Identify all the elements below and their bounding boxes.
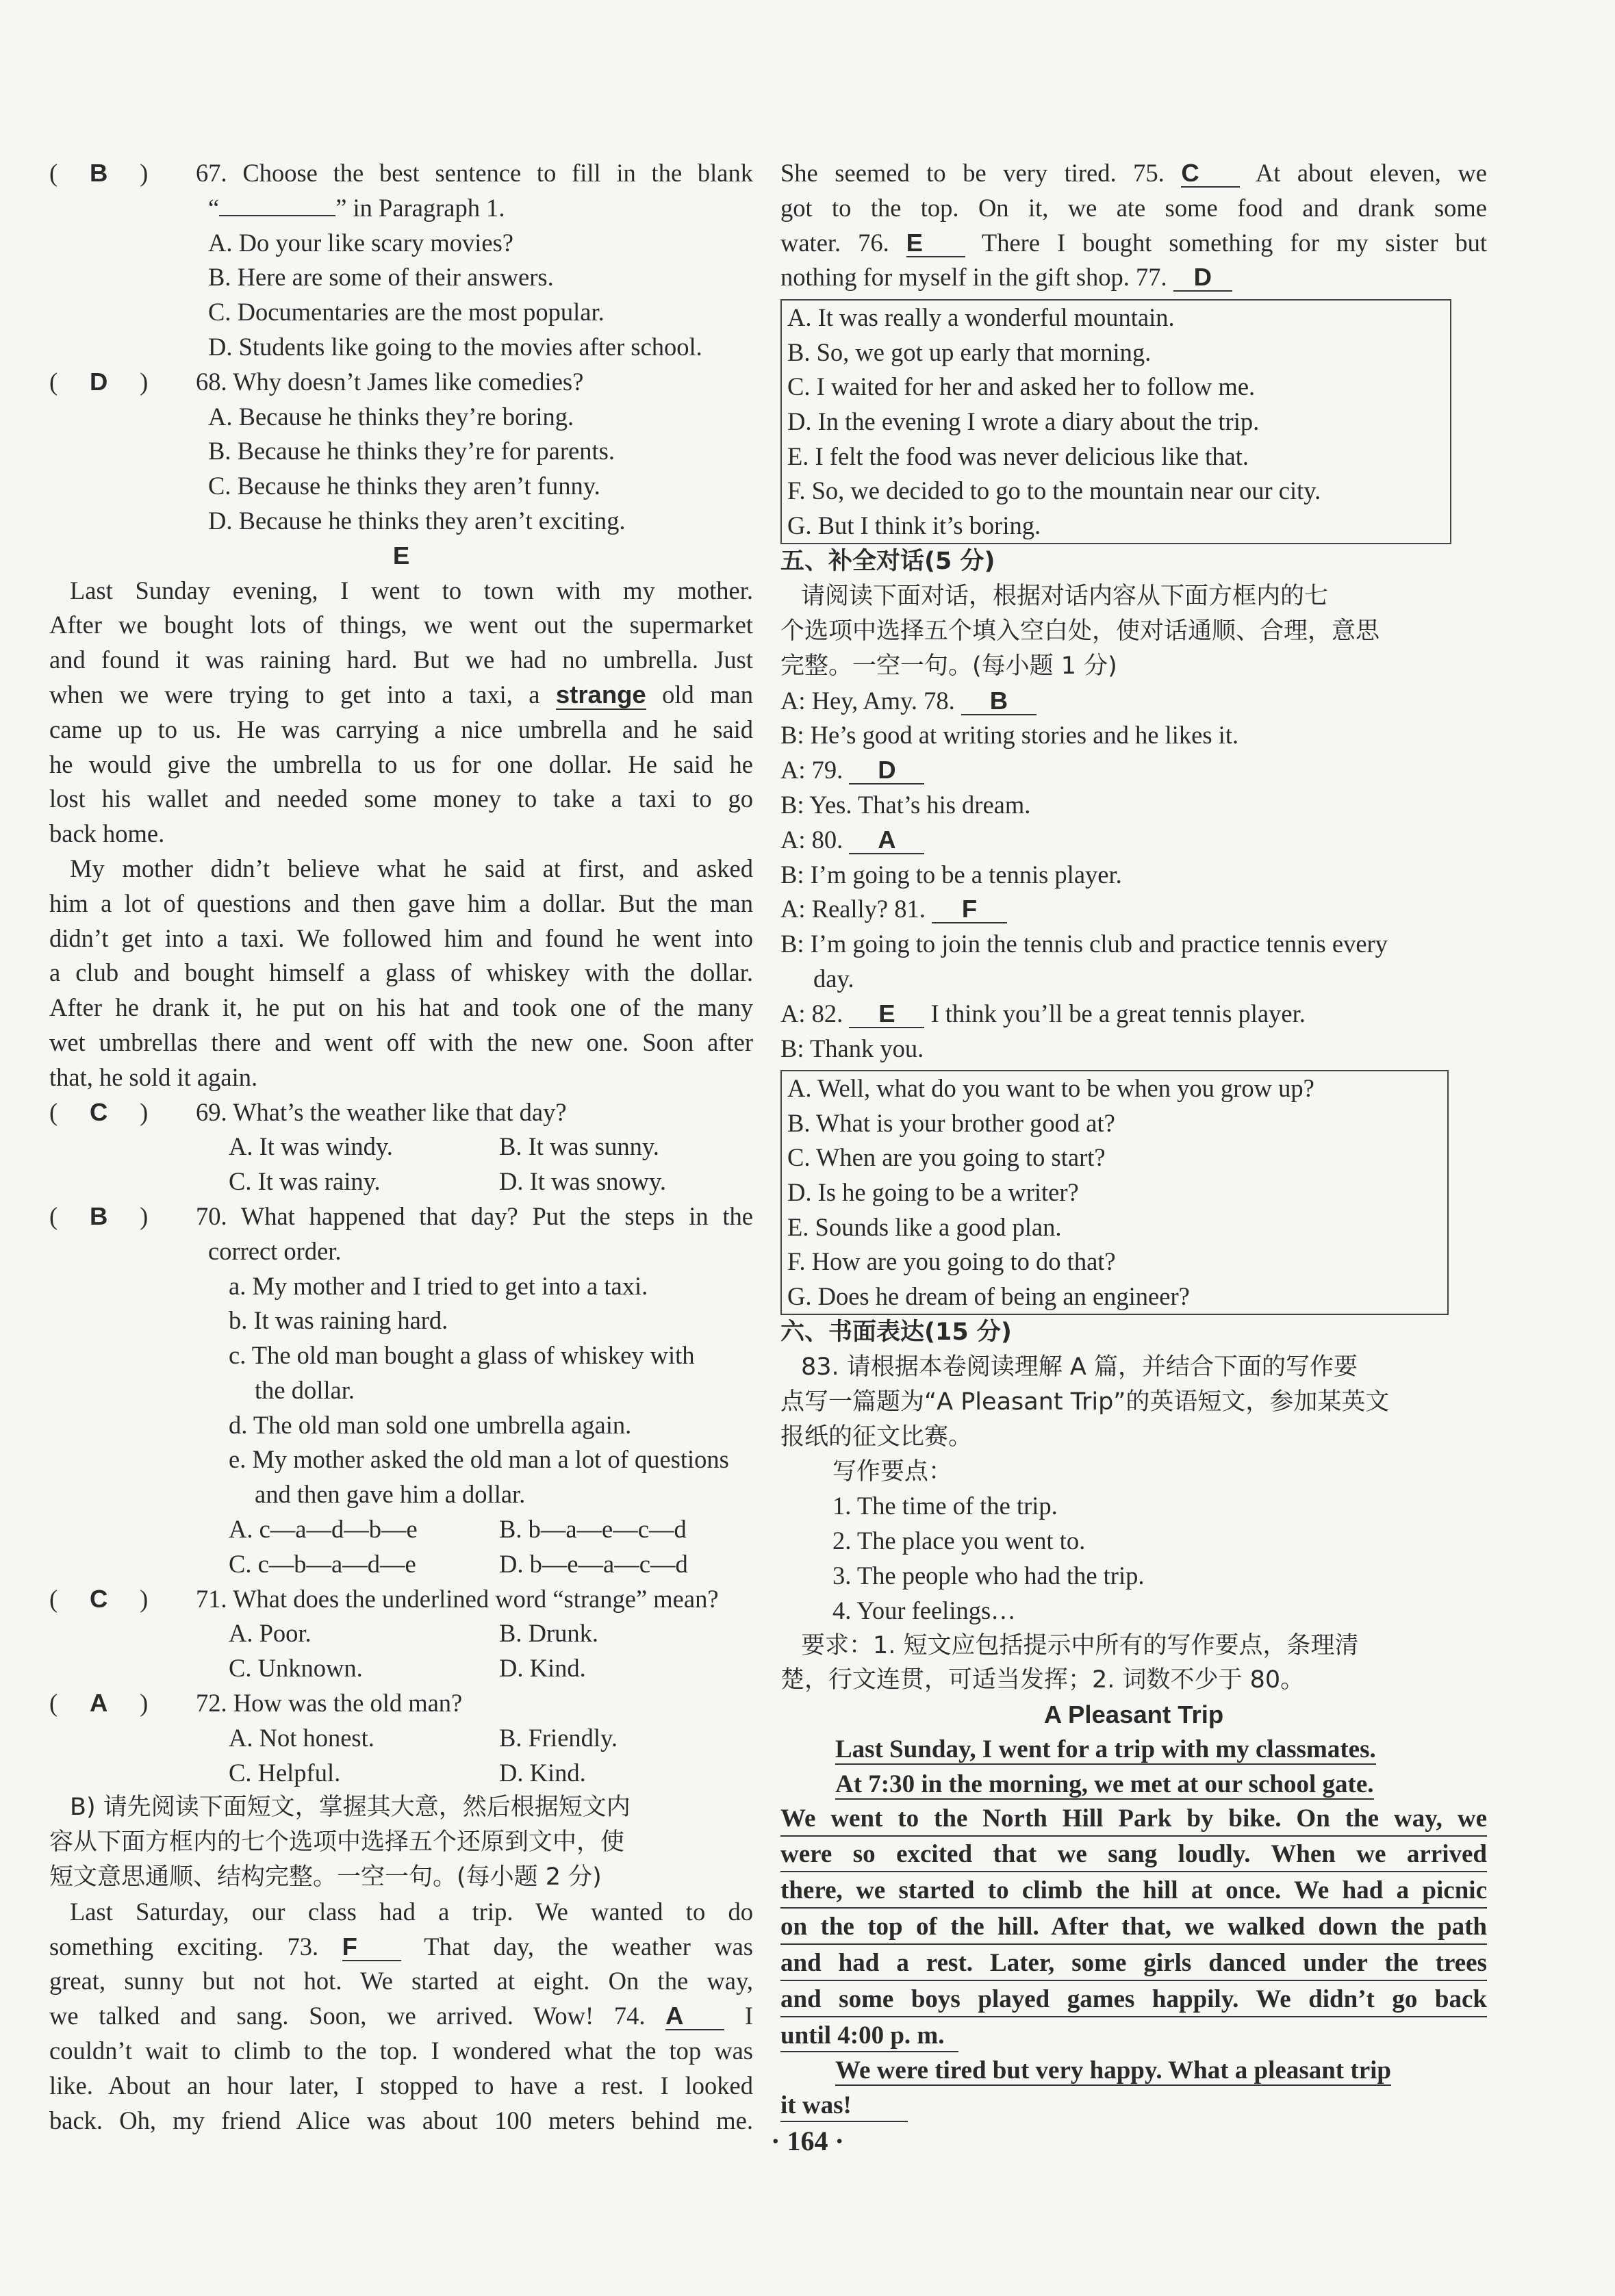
section-6-instructions: 报纸的征文比赛。 [780,1423,973,1451]
answer-73: F [342,1934,401,1961]
q68-option-b: B. Because he thinks they’re for parents. [208,437,615,465]
writing-point: 2. The place you went to. [832,1527,1086,1555]
part-b-line: something exciting. 73. F That day, the weather was [49,1932,754,1961]
writing-requirements: 要求：1. 短文应包括提示中所有的写作要点，条理清 [801,1631,1359,1659]
passage-e-line: Last Sunday evening, I went to town with my mother. [70,576,753,604]
section-6-instructions: 83. 请根据本卷阅读理解 A 篇，并结合下面的写作要 [801,1353,1358,1381]
section-6-title: 六、书面表达(15 分) [780,1318,1012,1347]
question-72: ( A ) 72. How was the old man? [49,1686,753,1721]
answer-67: B [89,159,108,187]
box-option: G. But I think it’s boring. [787,511,1041,539]
writing-points-title: 写作要点： [832,1457,953,1485]
q70-step: c. The old man bought a glass of whiskey with [229,1341,695,1370]
q70-step: e. My mother asked the old man a lot of questions [229,1445,729,1474]
passage-e-line: when we were trying to get into a taxi, a strange old man [49,680,754,709]
writing-point: 3. The people who had the trip. [832,1561,1145,1590]
q71-stem: 71. What does the underlined word “strange” mean? [196,1584,719,1613]
part-b-line: we talked and sang. Soon, we arrived. Wow! 74. A I [49,2002,754,2030]
essay-line: Last Sunday, I went for a trip with my classmates. [835,1735,1376,1764]
essay-line: We went to the North Hill Park by bike. On the way, we [780,1802,1487,1837]
answer-79: D [849,757,924,785]
box-option: B. What is your brother good at? [787,1108,1115,1137]
answer-74: A [665,2003,724,2030]
box-option: F. So, we decided to go to the mountain near our city. [787,476,1321,505]
q72-stem: 72. How was the old man? [196,1689,463,1718]
question-68: ( D ) 68. Why doesn’t James like comedies? [49,365,753,400]
q68-option-d: D. Because he thinks they aren’t exciting. [208,506,626,535]
page-number: · 164 · [771,2126,844,2156]
options-box-dialogue [780,1070,1449,1315]
box-option: D. Is he going to be a writer? [787,1178,1079,1207]
section-e-title: E [392,541,410,570]
answer-76: E [906,230,965,257]
q69-options-row: C. It was rainy. D. It was snowy. [229,1167,666,1196]
part-b-instructions: 容从下面方框内的七个选项中选择五个还原到文中，使 [49,1828,625,1857]
box-option: E. I felt the food was never delicious like that. [787,442,1249,470]
dialogue-line: A: 79. D [780,753,1487,788]
q70-step: d. The old man sold one umbrella again. [229,1410,632,1439]
part-b-line: water. 76. E There I bought something for my sister but [780,228,1487,257]
question-69: ( C ) 69. What’s the weather like that day? [49,1095,753,1130]
section-5-title: 五、补全对话(5 分) [780,548,995,576]
part-b-line: nothing for myself in the gift shop. 77. D [780,260,1487,295]
section-5-instructions: 请阅读下面对话，根据对话内容从下面方框内的七 [801,583,1329,611]
q71-options-row: A. Poor. B. Drunk. [229,1619,598,1648]
section-5-instructions: 完整。一空一句。(每小题 1 分) [780,652,1117,680]
answer-77: D [1173,264,1232,292]
passage-e-line: back home. [49,819,165,848]
q69-options-row: A. It was windy. B. It was sunny. [229,1132,659,1161]
answer-69: C [89,1097,108,1126]
q72-options-row: A. Not honest. B. Friendly. [229,1723,618,1752]
q68-option-c: C. Because he thinks they aren’t funny. [208,472,600,500]
part-b-line: Last Saturday, our class had a trip. We wanted to do [70,1897,753,1926]
answer-81: F [932,896,1007,923]
q67-stem: 67. Choose the best sentence to fill in the blank [196,159,753,187]
dialogue-line: day. [813,964,854,993]
answer-72: A [89,1689,108,1718]
question-67: ( B ) 67. Choose the best sentence to fill in the blank [49,156,753,191]
answer-80: A [849,827,924,854]
passage-e-line: came up to us. He was carrying a nice umbrella and he said [49,715,753,743]
writing-point: 1. The time of the trip. [832,1492,1058,1520]
question-71: ( C ) 71. What does the underlined word “strange” mean? [49,1582,753,1617]
q71-options-row: C. Unknown. D. Kind. [229,1654,586,1683]
essay-line: and some boys played games happily. We didn’t go back [780,1983,1487,2017]
q72-options-row: C. Helpful. D. Kind. [229,1758,586,1787]
dialogue-line: B: I’m going to be a tennis player. [780,860,1122,889]
q67-option-c: C. Documentaries are the most popular. [208,298,605,327]
passage-e-line: lost his wallet and needed some money to take a taxi to go [49,785,753,813]
answer-71: C [89,1584,108,1613]
box-option: C. I waited for her and asked her to follow me. [787,372,1256,401]
q67-stem-2: “ ” in Paragraph 1. [208,193,505,222]
q67-option-d: D. Students like going to the movies after school. [208,332,702,361]
q70-options-row: A. c—a—d—b—e B. b—a—e—c—d [229,1515,687,1544]
section-6-instructions: 点写一篇题为“A Pleasant Trip”的英语短文，参加某英文 [780,1388,1390,1416]
essay-line: until 4:00 p. m. [780,2019,1487,2054]
essay-line: were so excited that we sang loudly. When we arrived [780,1838,1487,1872]
q68-option-a: A. Because he thinks they’re boring. [208,402,574,431]
essay-line: there, we started to climb the hill at once. We had a picnic [780,1874,1487,1909]
q70-step: a. My mother and I tried to get into a taxi. [229,1271,648,1300]
q70-step-cont: the dollar. [255,1375,355,1404]
dialogue-line: B: Yes. That’s his dream. [780,790,1031,819]
box-option: B. So, we got up early that morning. [787,337,1152,366]
writing-requirements: 楚，行文连贯，可适当发挥；2. 词数不少于 80。 [780,1666,1305,1694]
answer-78: B [961,688,1037,715]
q70-stem: 70. What happened that day? Put the steps in the [196,1201,753,1230]
passage-e-line: wet umbrellas there and went off with the new one. Soon after [49,1028,753,1056]
part-b-line: back. Oh, my friend Alice was about 100 meters behind me. [49,2106,753,2134]
answer-75: C [1181,160,1240,188]
box-option: A. It was really a wonderful mountain. [787,303,1175,332]
answer-82: E [849,1001,924,1028]
q70-step: b. It was raining hard. [229,1306,448,1335]
dialogue-line: B: Thank you. [780,1034,924,1062]
part-b-line: She seemed to be very tired. 75. C At about eleven, we [780,159,1487,187]
q68-stem: 68. Why doesn’t James like comedies? [196,367,584,396]
essay-line: on the top of the hill. After that, we walked down the path [780,1911,1487,1945]
dialogue-line: A: Really? 81. F [780,892,1487,927]
answer-68: D [89,367,108,396]
dialogue-line: A: 82. E I think you’ll be a great tennis player. [780,999,1306,1028]
passage-e-line: a club and bought himself a glass of whiskey with the dollar. [49,958,753,987]
part-b-line: great, sunny but not hot. We started at eight. On the way, [49,1967,753,1995]
passage-e-line: him a lot of questions and then gave him a dollar. But the man [49,889,753,917]
writing-point: 4. Your feelings… [832,1596,1016,1624]
box-option: E. Sounds like a good plan. [787,1212,1062,1241]
box-option: F. How are you going to do that? [787,1247,1116,1276]
passage-e-line: didn’t get into a taxi. We followed him and found he went into [49,923,753,952]
section-5-instructions: 个选项中选择五个填入空白处，使对话通顺、合理，意思 [780,617,1380,645]
passage-e-line: My mother didn’t believe what he said at first, and asked [70,854,753,882]
q70-stem-2: correct order. [208,1236,342,1265]
dialogue-line: B: He’s good at writing stories and he likes it. [780,721,1239,750]
q67-option-a: A. Do your like scary movies? [208,228,514,257]
underlined-word-strange: strange [555,680,646,709]
dialogue-line: A: Hey, Amy. 78. B [780,684,1487,719]
box-option: C. When are you going to start? [787,1143,1106,1172]
essay-line: it was! [780,2089,1487,2123]
left-column [49,156,753,2138]
part-b-line: couldn’t wait to climb to the top. I wondered what the top was [49,2037,753,2065]
passage-e-line: that, he sold it again. [49,1062,258,1091]
right-column [780,156,1487,2123]
q70-step-cont: and then gave him a dollar. [255,1480,526,1509]
blank-line [219,215,335,216]
q70-options-row: C. c—b—a—d—e D. b—e—a—c—d [229,1549,688,1578]
part-b-instructions: B) 请先阅读下面短文，掌握其大意，然后根据短文内 [70,1794,631,1822]
q67-option-b: B. Here are some of their answers. [208,263,554,292]
box-option: A. Well, what do you want to be when you grow up? [787,1074,1314,1103]
passage-e-line: After he drank it, he put on his hat and took one of the many [49,993,753,1022]
q69-stem: 69. What’s the weather like that day? [196,1097,567,1126]
options-box-trip [780,299,1451,544]
answer-70: B [89,1201,108,1230]
part-b-line: got to the top. On it, we ate some food and drank some [780,193,1487,222]
dialogue-line: B: I’m going to join the tennis club and practice tennis every [780,930,1388,958]
passage-e-line: After we bought lots of things, we went out the supermarket [49,611,753,639]
passage-e-line: he would give the umbrella to us for one dollar. He said he [49,750,753,778]
dialogue-line: A: 80. A [780,823,1487,858]
essay-line: and had a rest. Later, some girls danced under the trees [780,1947,1487,1981]
question-70: ( B ) 70. What happened that day? Put the steps in the [49,1199,753,1234]
box-option: G. Does he dream of being an engineer? [787,1281,1190,1310]
part-b-line: like. About an hour later, I stopped to have a rest. I looked [49,2071,753,2100]
essay-line: At 7:30 in the morning, we met at our school gate. [835,1770,1374,1798]
essay-title: A Pleasant Trip [1043,1700,1224,1729]
essay-line: We were tired but very happy. What a pleasant trip [835,2056,1391,2085]
box-option: D. In the evening I wrote a diary about the trip. [787,407,1260,435]
part-b-instructions: 短文意思通顺、结构完整。一空一句。(每小题 2 分) [49,1863,602,1891]
passage-e-line: and found it was raining hard. But we had no umbrella. Just [49,646,753,674]
